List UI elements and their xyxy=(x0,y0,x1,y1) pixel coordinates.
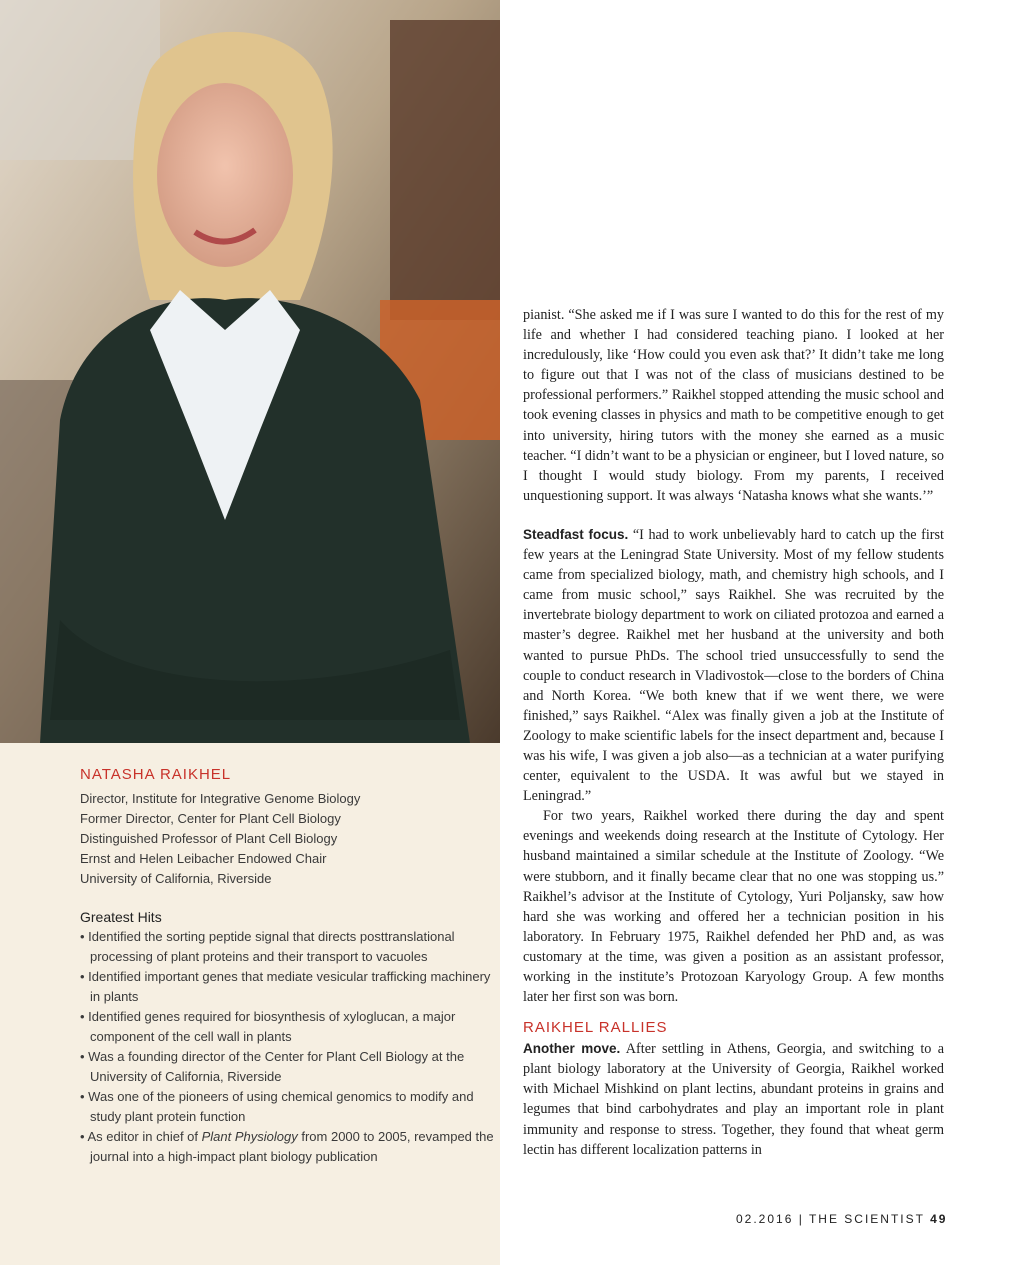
paragraph-gap xyxy=(523,506,944,525)
article-paragraph xyxy=(523,1039,944,1160)
portrait-illustration xyxy=(0,0,500,743)
section-heading: RAIKHEL RALLIES xyxy=(523,1019,668,1037)
hit-text: As editor in chief of xyxy=(87,1129,202,1144)
role-item: Former Director, Center for Plant Cell Biology xyxy=(80,811,341,826)
role-item: Distinguished Professor of Plant Cell Biology xyxy=(80,831,338,846)
role-item: University of California, Riverside xyxy=(80,871,272,886)
role-item: Director, Institute for Integrative Genome Biology xyxy=(80,791,361,806)
bio-sidebar xyxy=(80,766,495,1167)
issue-label: 02.2016 | THE SCIENTIST xyxy=(736,1212,931,1226)
greatest-hits-list xyxy=(80,927,495,1167)
article-paragraph: For two years, Raikhel worked there during the day and spent evenings and weekends doing research at the Institute of Cytology. Her husband maintained a similar schedule at the Institute of Zoology. “We were stubborn, and it finally became clear that no one was stopping us.” Raikhel’s advisor at the Institute of Cytology, Yuri Poljansky, saw how hard she was working and offered her a technician position in his laboratory. In February 1975, Raikhel defended her PhD and, as was customary at the time, was given a position as an assistant professor, working in the institute’s Protozoan Karyology Group. A few months later her first son was born. xyxy=(523,808,944,1006)
article-paragraph xyxy=(523,525,944,806)
greatest-hits-heading: Greatest Hits xyxy=(80,909,162,925)
article-column xyxy=(523,305,944,1160)
journal-title: Plant Physiology xyxy=(201,1129,298,1144)
hit-item: • Was a founding director of the Center for Plant Cell Biology at the University of California, Riverside xyxy=(80,1047,495,1087)
run-in-heading: Another move. xyxy=(523,1041,621,1057)
hit-item-editor xyxy=(80,1127,495,1167)
portrait-photo xyxy=(0,0,500,743)
hit-item: • Identified important genes that mediate vesicular trafficking machinery in plants xyxy=(80,967,495,1007)
page-footer xyxy=(736,1212,947,1226)
hit-item: • Identified genes required for biosynthesis of xyloglucan, a major component of the cell wall in plants xyxy=(80,1007,495,1047)
hit-item: • Identified the sorting peptide signal that directs posttranslational processing of plant proteins and their transport to vacuoles xyxy=(80,927,495,967)
run-in-heading: Steadfast focus. xyxy=(523,526,629,542)
paragraph-text: After settling in Athens, Georgia, and switching to a plant biology laboratory at the University of Georgia, Raikhel worked with Michael Mishkind on plant lectins, abundant proteins in grains and legumes that bind carbohydrates and play an important role in plant immunity and response to stress. Together, they found that wheat germ lectin has different localization patterns in xyxy=(523,1041,944,1158)
article-paragraph: pianist. “She asked me if I was sure I wanted to do this for the rest of my life and whether I had considered teaching piano. I looked at her incredulously, like ‘How could you even ask that?’ It didn’t take me long to figure out that I was not of the class of musicians destined to be professional performers.” Raikhel stopped attending the music school and took evening classes in physics and math to be competitive enough to get into university, hiring tutors with the money she earned as a music teacher. “I didn’t want to be a physician or engineer, but I loved nature, so I thought I would study biology. From my parents, I received unquestioning support. It was always ‘Natasha knows what she wants.’” xyxy=(523,307,944,504)
sidebar-panel xyxy=(0,0,500,1265)
person-name: NATASHA RAIKHEL xyxy=(80,766,232,783)
hit-text: from 2000 to 2005, revamped the journal into a high-impact plant biology publication xyxy=(90,1129,494,1164)
hit-item: • Was one of the pioneers of using chemical genomics to modify and study plant protein function xyxy=(80,1087,495,1127)
roles-list xyxy=(80,789,495,889)
paragraph-text: “I had to work unbelievably hard to catch up the first few years at the Leningrad State University. Most of my fellow students came from specialized biology, math, and chemistry high schools, and I came from music school,” says Raikhel. She was recruited by the invertebrate biology department to work on ciliated protozoa and earned a master’s degree. Raikhel met her husband at the university and both wanted to pursue PhDs. The school tried unsuccessfully to send the couple to conduct research in Vladivostok—close to the borders of China and North Korea. “We both knew that if we went there, we were finished,” says Raikhel. “Alex was finally given a job at the Institute of Zoology to make scientific labels for the insect department and, because I was his wife, I was given a job also—as a technician at a water purifying center, equivalent to the USDA. It was awful but we stayed in Leningrad.” xyxy=(523,526,944,805)
role-item: Ernst and Helen Leibacher Endowed Chair xyxy=(80,851,327,866)
page-number: 49 xyxy=(930,1212,948,1226)
